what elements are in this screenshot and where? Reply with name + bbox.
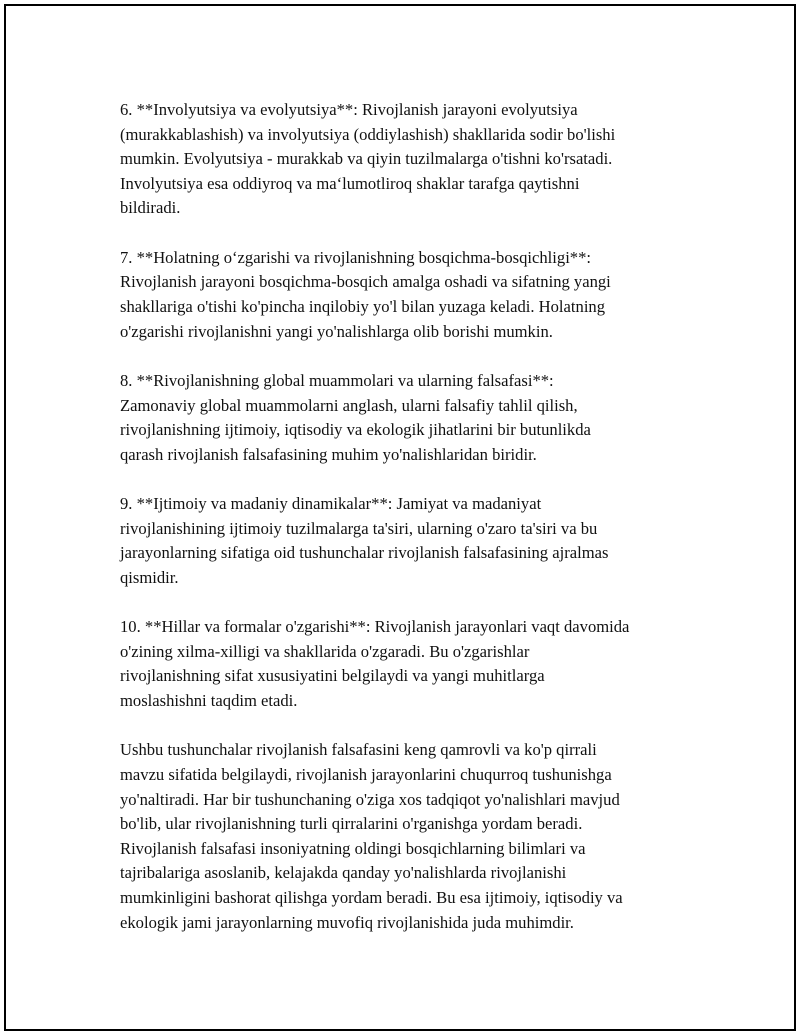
paragraph-6-involution-evolution: 6. **Involyutsiya va evolyutsiya**: Rivojlanish jarayoni evolyutsiya (murakkablashish) va involyutsiya (oddiylashish) shakllarida sodir bo'lishi mumkin. Evolyutsiya - murakkab va qiyin tuzilmalarga o'tishni ko'rsatadi. Involyutsiya esa oddiyroq va ma‘lumotliroq shaklar tarafga qaytishni bildiradi. (120, 100, 616, 218)
paragraph-conclusion: Ushbu tushunchalar rivojlanish falsafasini keng qamrovli va ko'p qirrali mavzu sifatida belgilaydi, rivojlanish jarayonlarini chuqurroq tushunishga yo'naltiradi. Har bir tushunchaning o'ziga xos tadqiqot yo'nalishlari mavjud bo'lib, ular rivojlanishning turli qirralarini o'rganishga yordam beradi. Rivojlanish falsafasi insoniyatning oldingi bosqichlarning bilimlari va tajribalariga asoslanib, kelajakda qanday yo'nalishlarda rivojlanishi mumkinligini bashorat qilishga yordam beradi. Bu esa ijtimoiy, iqtisodiy va ekologik jami jarayonlarning muvofiq rivojlanishida juda muhimdir. (120, 740, 623, 932)
document-body (120, 98, 710, 935)
paragraph-10-forms-change: 10. **Hillar va formalar o'zgarishi**: Rivojlanish jarayonlari vaqt davomida o'zining xilma-xilligi va shakllarida o'zgaradi. Bu o'zgarishlar rivojlanishning sifat xususiyatini belgilaydi va yangi muhitlarga moslashishni taqdim etadi. (120, 617, 630, 711)
paragraph-8-global-problems: 8. **Rivojlanishning global muammolari va ularning falsafasi**: Zamonaviy global muammolarni anglash, ularni falsafiy tahlil qilish, rivojlanishning ijtimoiy, iqtisodiy va ekologik jihatlarini bir butunlikda qarash rivojlanish falsafasining muhim yo'nalishlaridan biridir. (120, 370, 591, 464)
paragraph-7-state-change: 7. **Holatning o‘zgarishi va rivojlanishning bosqichma-bosqichligi**: Rivojlanish jarayoni bosqichma-bosqich amalga oshadi va sifatning yangi shakllariga o'tishi ko'pincha inqilobiy yo'l bilan yuzaga keladi. Holatning o'zgarishi rivojlanishni yangi yo'nalishlarga olib borishi mumkin. (120, 247, 611, 341)
paragraph-9-social-cultural-dynamics: 9. **Ijtimoiy va madaniy dinamikalar**: Jamiyat va madaniyat rivojlanishining ijtimoiy tuzilmalarga ta'siri, ularning o'zaro ta'siri va bu jarayonlarning sifatiga oid tushunchalar rivojlanish falsafasining ajralmas qismidir. (120, 494, 609, 587)
page-frame (4, 4, 796, 1031)
